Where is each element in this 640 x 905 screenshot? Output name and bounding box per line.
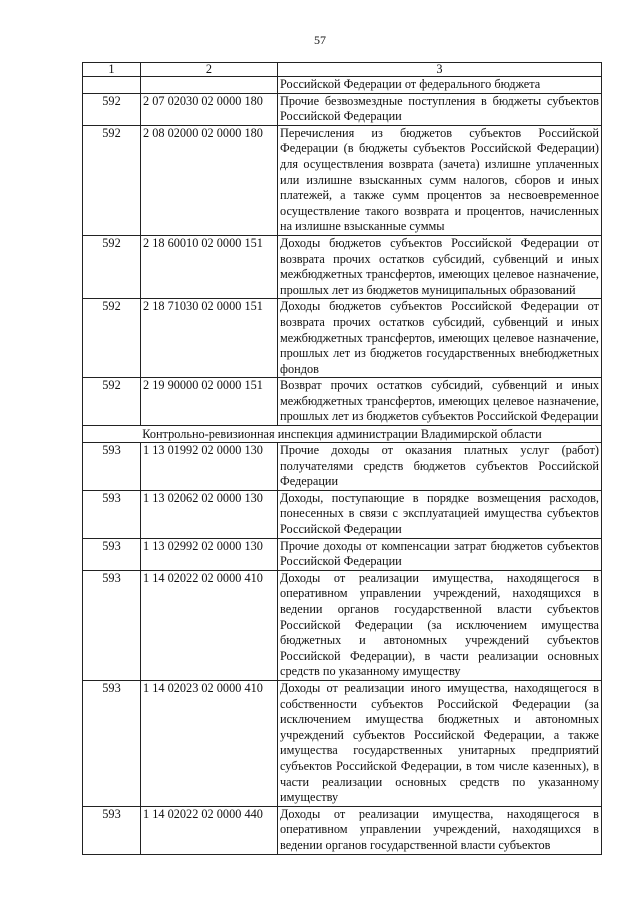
description-cell: Доходы от реализации иного имущества, находящегося в собственности субъектов Российской Федерации (за исключением имущества бюджетных и автономных учреждений субъектов Российской Федерации, а также имущества государственных унитарных предприятий субъектов Российской Федерации, в том числе казенных), в части реализации основных средств по указанному имуществу	[278, 680, 602, 806]
description-cell: Доходы от реализации имущества, находящегося в оперативном управлении учреждений, находящихся в ведении органов государственной власти субъектов Российской Федерации (за исключением имущества бюджетных и автономных учреждений субъектов Российской Федерации), в части реализации основных средств по указанному имуществу	[278, 570, 602, 680]
table-row	[83, 93, 602, 125]
table-row	[83, 299, 602, 378]
kbk-code-cell: 1 13 01992 02 0000 130	[141, 443, 278, 491]
admin-code-cell: 593	[83, 570, 141, 680]
admin-code-cell: 592	[83, 378, 141, 426]
table-row	[83, 443, 602, 491]
admin-code-cell: 592	[83, 93, 141, 125]
admin-code-cell: 592	[83, 299, 141, 378]
revenue-codes-table	[82, 62, 602, 855]
kbk-code-cell: 1 14 02023 02 0000 410	[141, 680, 278, 806]
continuation-row	[83, 77, 602, 94]
section-title: Контрольно-ревизионная инспекция администрации Владимирской области	[83, 426, 602, 443]
admin-code-cell: 593	[83, 806, 141, 854]
admin-code-cell: 592	[83, 235, 141, 298]
kbk-code-cell: 1 14 02022 02 0000 440	[141, 806, 278, 854]
kbk-code-cell: 2 19 90000 02 0000 151	[141, 378, 278, 426]
section-row	[83, 426, 602, 443]
description-cell: Доходы, поступающие в порядке возмещения расходов, понесенных в связи с эксплуатацией имущества субъектов Российской Федерации	[278, 490, 602, 538]
table-row	[83, 378, 602, 426]
column-header-1: 1	[83, 63, 141, 77]
table-row	[83, 806, 602, 854]
kbk-code-cell: 1 14 02022 02 0000 410	[141, 570, 278, 680]
description-cell: Доходы бюджетов субъектов Российской Федерации от возврата прочих остатков субсидий, субвенций и иных межбюджетных трансфертов, имеющих целевое назначение, прошлых лет из бюджетов муниципальных образований	[278, 235, 602, 298]
page-number: 57	[314, 33, 326, 47]
kbk-code-cell: 1 13 02992 02 0000 130	[141, 538, 278, 570]
table-row	[83, 570, 602, 680]
description-cell: Российской Федерации от федерального бюджета	[278, 77, 602, 94]
column-header-2: 2	[141, 63, 278, 77]
kbk-code-cell: 2 18 71030 02 0000 151	[141, 299, 278, 378]
kbk-code-cell	[141, 77, 278, 94]
table-row	[83, 538, 602, 570]
description-cell: Доходы от реализации имущества, находящегося в оперативном управлении учреждений, находящихся в ведении органов государственной власти субъектов	[278, 806, 602, 854]
admin-code-cell: 593	[83, 490, 141, 538]
column-header-3: 3	[278, 63, 602, 77]
description-cell: Возврат прочих остатков субсидий, субвенций и иных межбюджетных трансфертов, имеющих целевое назначение, прошлых лет из бюджетов субъектов Российской Федерации	[278, 378, 602, 426]
kbk-code-cell: 1 13 02062 02 0000 130	[141, 490, 278, 538]
table-header-row	[83, 63, 602, 77]
admin-code-cell: 593	[83, 443, 141, 491]
kbk-code-cell: 2 07 02030 02 0000 180	[141, 93, 278, 125]
kbk-code-cell: 2 18 60010 02 0000 151	[141, 235, 278, 298]
admin-code-cell	[83, 77, 141, 94]
admin-code-cell: 592	[83, 125, 141, 235]
table-row	[83, 680, 602, 806]
admin-code-cell: 593	[83, 538, 141, 570]
description-cell: Прочие безвозмездные поступления в бюджеты субъектов Российской Федерации	[278, 93, 602, 125]
description-cell: Прочие доходы от компенсации затрат бюджетов субъектов Российской Федерации	[278, 538, 602, 570]
description-cell: Прочие доходы от оказания платных услуг (работ) получателями средств бюджетов субъектов Российской Федерации	[278, 443, 602, 491]
table-row	[83, 490, 602, 538]
admin-code-cell: 593	[83, 680, 141, 806]
description-cell: Перечисления из бюджетов субъектов Российской Федерации (в бюджеты субъектов Российской Федерации) для осуществления возврата (зачета) излишне уплаченных или излишне взысканных сумм налогов, сборов и иных платежей, а также сумм процентов за несвоевременное осуществление такого возврата и процентов, начисленных на излишне взысканные суммы	[278, 125, 602, 235]
kbk-code-cell: 2 08 02000 02 0000 180	[141, 125, 278, 235]
table-row	[83, 235, 602, 298]
table-row	[83, 125, 602, 235]
description-cell: Доходы бюджетов субъектов Российской Федерации от возврата прочих остатков субсидий, субвенций и иных межбюджетных трансфертов, имеющих целевое назначение, прошлых лет из бюджетов государственных внебюджетных фондов	[278, 299, 602, 378]
